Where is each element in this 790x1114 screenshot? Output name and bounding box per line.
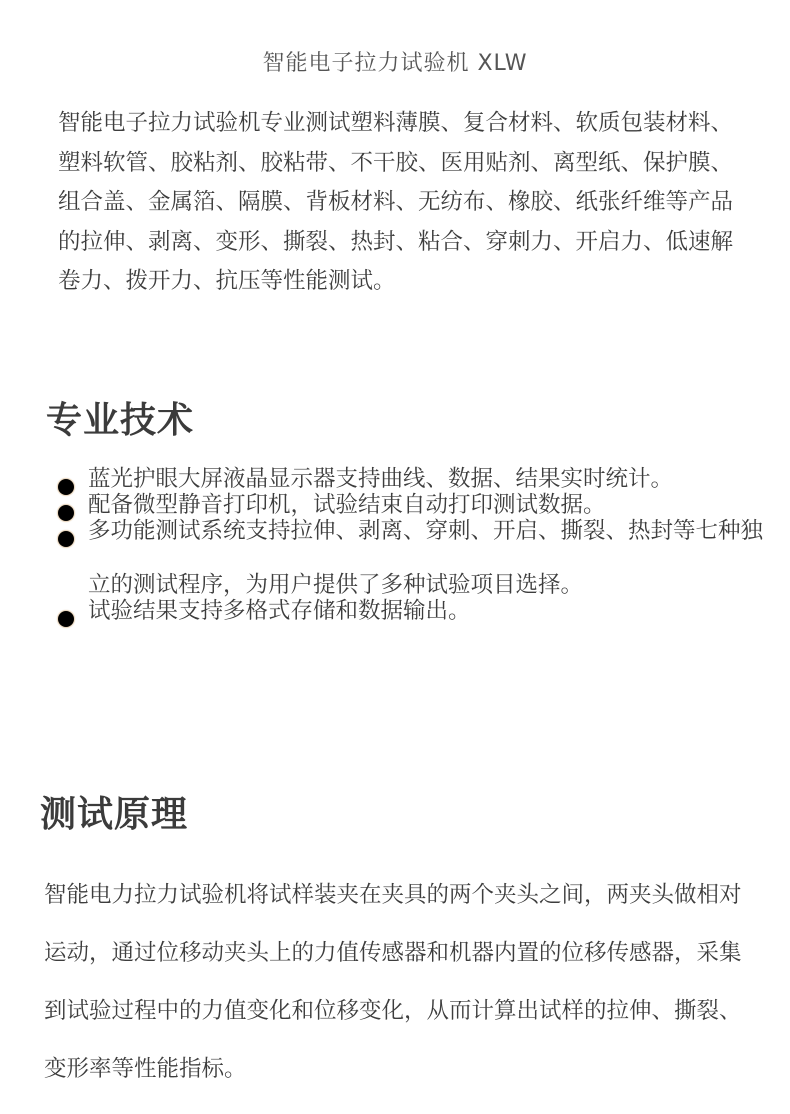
intro-paragraph: 智能电子拉力试验机专业测试塑料薄膜、复合材料、软质包装材料、塑料软管、胶粘剂、胶粘带、不干胶、医用贴剂、离型纸、保护膜、组合盖、金属箔、隔膜、背板材料、无纺布、橡胶、纸张纤维等产品的拉伸、剥离、变形、撕裂、热封、粘合、穿刺力、开启力、低速解卷力、拨开力、抗压等性能测试。 [58,110,734,295]
section-heading-test-principle: 测试原理 [40,794,189,835]
bullet-text: 配备微型静音打印机，试验结束自动打印测试数据。 [88,492,606,518]
bullet-text: 多功能测试系统支持拉伸、剥离、穿刺、开启、撕裂、热封等七种独立的测试程序，为用户提供了多种试验项目选择。 [88,518,764,598]
document-title: 智能电子拉力试验机 XLW [262,51,528,76]
bullet-dot-icon [58,479,74,495]
bullet-text: 试验结果支持多格式存储和数据输出。 [88,598,471,624]
bullet-text: 蓝光护眼大屏液晶显示器支持曲线、数据、结果实时统计。 [88,466,674,492]
bullet-item [58,600,768,638]
bullet-dot-icon [58,505,74,521]
bullet-dot-icon [58,611,74,627]
bullet-dot-icon [58,531,74,547]
technology-bullet-list [58,468,768,638]
test-principle-paragraph: 智能电力拉力试验机将试样装夹在夹具的两个夹头之间，两夹头做相对运动，通过位移动夹头上的力值传感器和机器内置的位移传感器，采集到试验过程中的力值变化和位移变化，从而计算出试样的拉伸、撕裂、变形率等性能指标。 [44,882,742,1082]
section-heading-technology: 专业技术 [46,400,195,441]
